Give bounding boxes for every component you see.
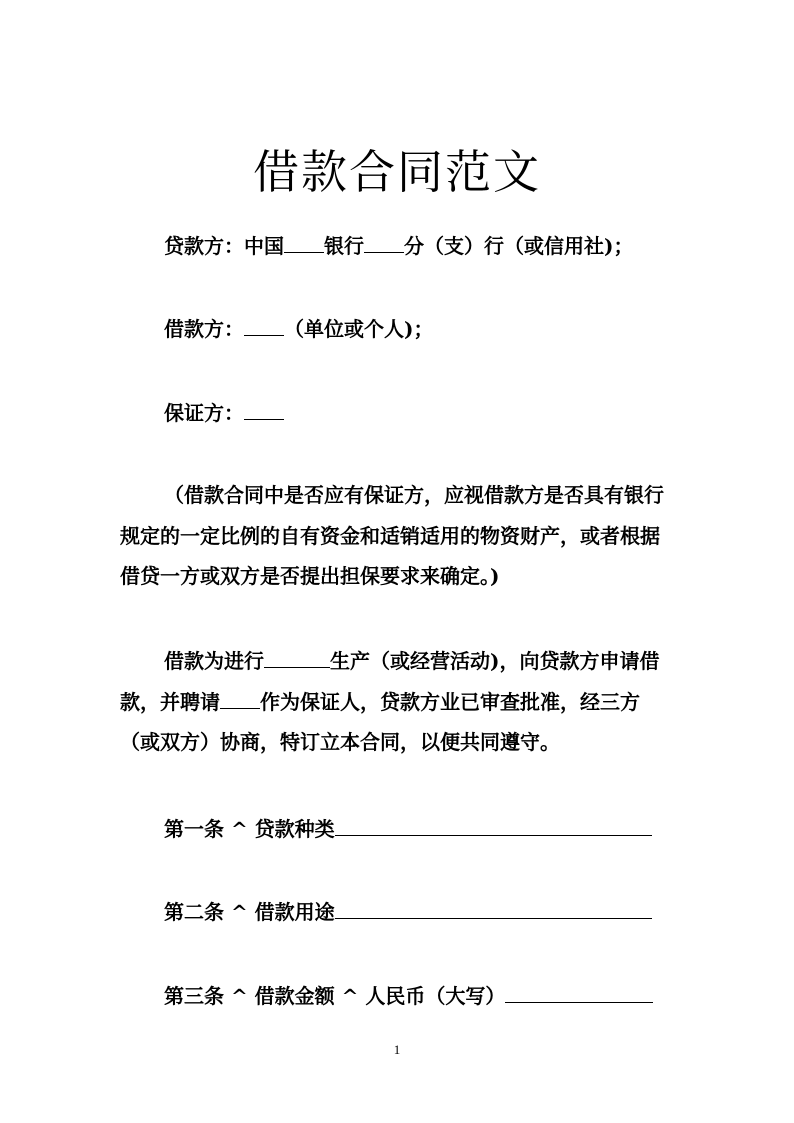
loan-purpose-blank [335,896,652,919]
intro-part2: 生产（或经营活动)，向贷款方申请借款，并聘请 [120,649,660,714]
intro-paragraph [120,641,665,763]
article-1-line [164,809,652,849]
intro-part3: 作为保证人，贷款方业已审查批准，经三方（或双方）协商，特订立本合同，以便共同遵守。 [120,689,640,754]
guarantor-name-blank [244,397,284,420]
article-2-line [164,892,652,932]
production-blank [264,645,330,668]
lender-prefix: 贷款方：中国 [164,234,284,258]
borrower-name-blank [244,313,284,336]
article-1-label: 第一条 ^ 贷款种类 [164,817,335,841]
article-3-line [164,976,653,1016]
intro-part1: 借款为进行 [164,649,264,673]
guarantor-note-text: （借款合同中是否应有保证方，应视借款方是否具有银行规定的一定比例的自有资金和适销适用的物资财产，或者根据借贷一方或双方是否提出担保要求来确定。) [120,483,664,588]
article-2-label: 第二条 ^ 借款用途 [164,900,335,924]
guarantor-note-paragraph [120,475,665,597]
borrower-line [164,309,433,349]
lender-mid1: 银行 [324,234,364,258]
loan-amount-blank [505,980,653,1003]
branch-name-blank [364,230,404,253]
page-number: 1 [393,1042,401,1057]
bank-name-blank [284,230,324,253]
guarantor-blank [220,686,260,709]
article-3-label: 第三条 ^ 借款金额 ^ 人民币（大写） [164,984,506,1008]
loan-type-blank [335,813,652,836]
guarantor-line [164,393,284,433]
lender-line [164,226,633,266]
lender-mid2: 分（支）行（或信用社)； [404,234,634,258]
borrower-suffix: （单位或个人)； [284,317,434,341]
document-title: 借款合同范文 [253,145,541,199]
guarantor-prefix: 保证方： [164,401,244,425]
borrower-prefix: 借款方： [164,317,244,341]
